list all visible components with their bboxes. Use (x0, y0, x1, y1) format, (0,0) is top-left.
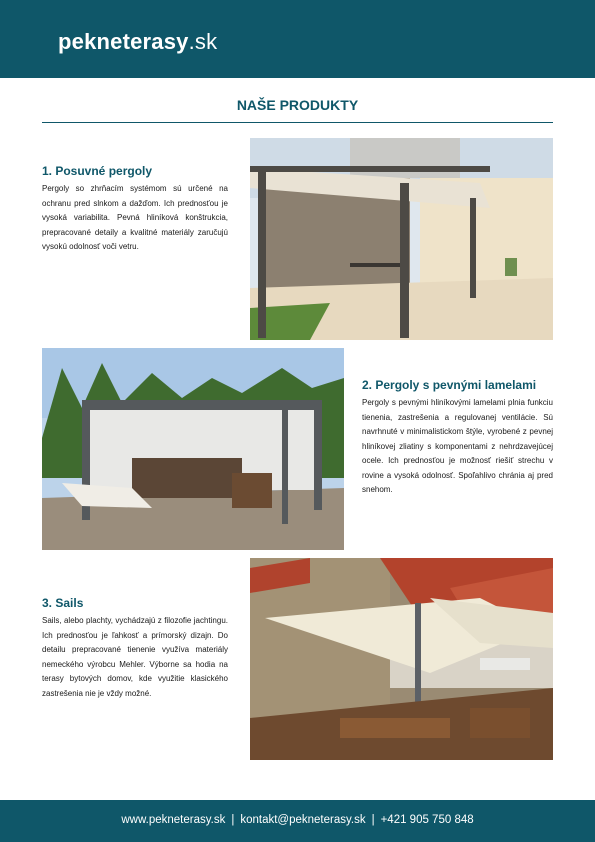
product-3-heading: 3. Sails (42, 596, 84, 610)
photo-fixed-louvre-pergola (42, 348, 344, 550)
footer-separator: | (371, 814, 375, 826)
footer-phone[interactable]: +421 905 750 848 (380, 814, 474, 826)
logo-tld: .sk (188, 29, 218, 54)
title-divider (42, 122, 553, 123)
product-2-heading: 2. Pergoly s pevnými lamelami (362, 378, 537, 392)
logo-main: pekneterasy (58, 29, 189, 54)
footer-website-link[interactable]: www.pekneterasy.sk (121, 814, 226, 826)
logo[interactable] (58, 29, 217, 55)
product-1-heading: 1. Posuvné pergoly (42, 164, 153, 178)
product-1-text: Pergoly so zhrňacím systémom sú určené na ochranu pred slnkom a dažďom. Ich prednosťou je vysoká variabilita. Pevná hliníková konštrukcia, prepracované detaily a kvalitné materiály zaručujú vysokú odolnosť voči vetru. (42, 184, 228, 251)
photo-shade-sails (250, 558, 553, 760)
page-title: NAŠE PRODUKTY (236, 97, 359, 113)
product-3-text: Sails, alebo plachty, vychádzajú z filozofie jachtingu. Ich prednosťou je ľahkosť a prímorský dizajn. Do detailu prepracované tienenie využíva materiály nemeckého výrobcu Mehler. Výborne sa hodia na terasy bytových domov, kde využitie klasického zastrešenia nie je vždy možné. (42, 616, 228, 698)
header-bar (0, 0, 595, 78)
product-2-text: Pergoly s pevnými hliníkovými lamelami plnia funkciu tienenia, zastrešenia a regulovanej ventilácie. Sú navrhnuté v minimalistickom štýle, vyrobené z pevnej hliníkovej zliatiny s komponentami z nehrdzavejúcej ocele. Ich prednosťou je možnosť riešiť strechu v rovine a vysoká odolnosť. Spoľahlivo chránia aj pred snehom. (362, 398, 553, 494)
footer-bar (0, 800, 595, 842)
photo-sliding-pergola (250, 138, 553, 340)
footer-contacts (0, 814, 595, 826)
footer-separator: | (231, 814, 235, 826)
footer-email-link[interactable]: kontakt@pekneterasy.sk (240, 814, 366, 826)
